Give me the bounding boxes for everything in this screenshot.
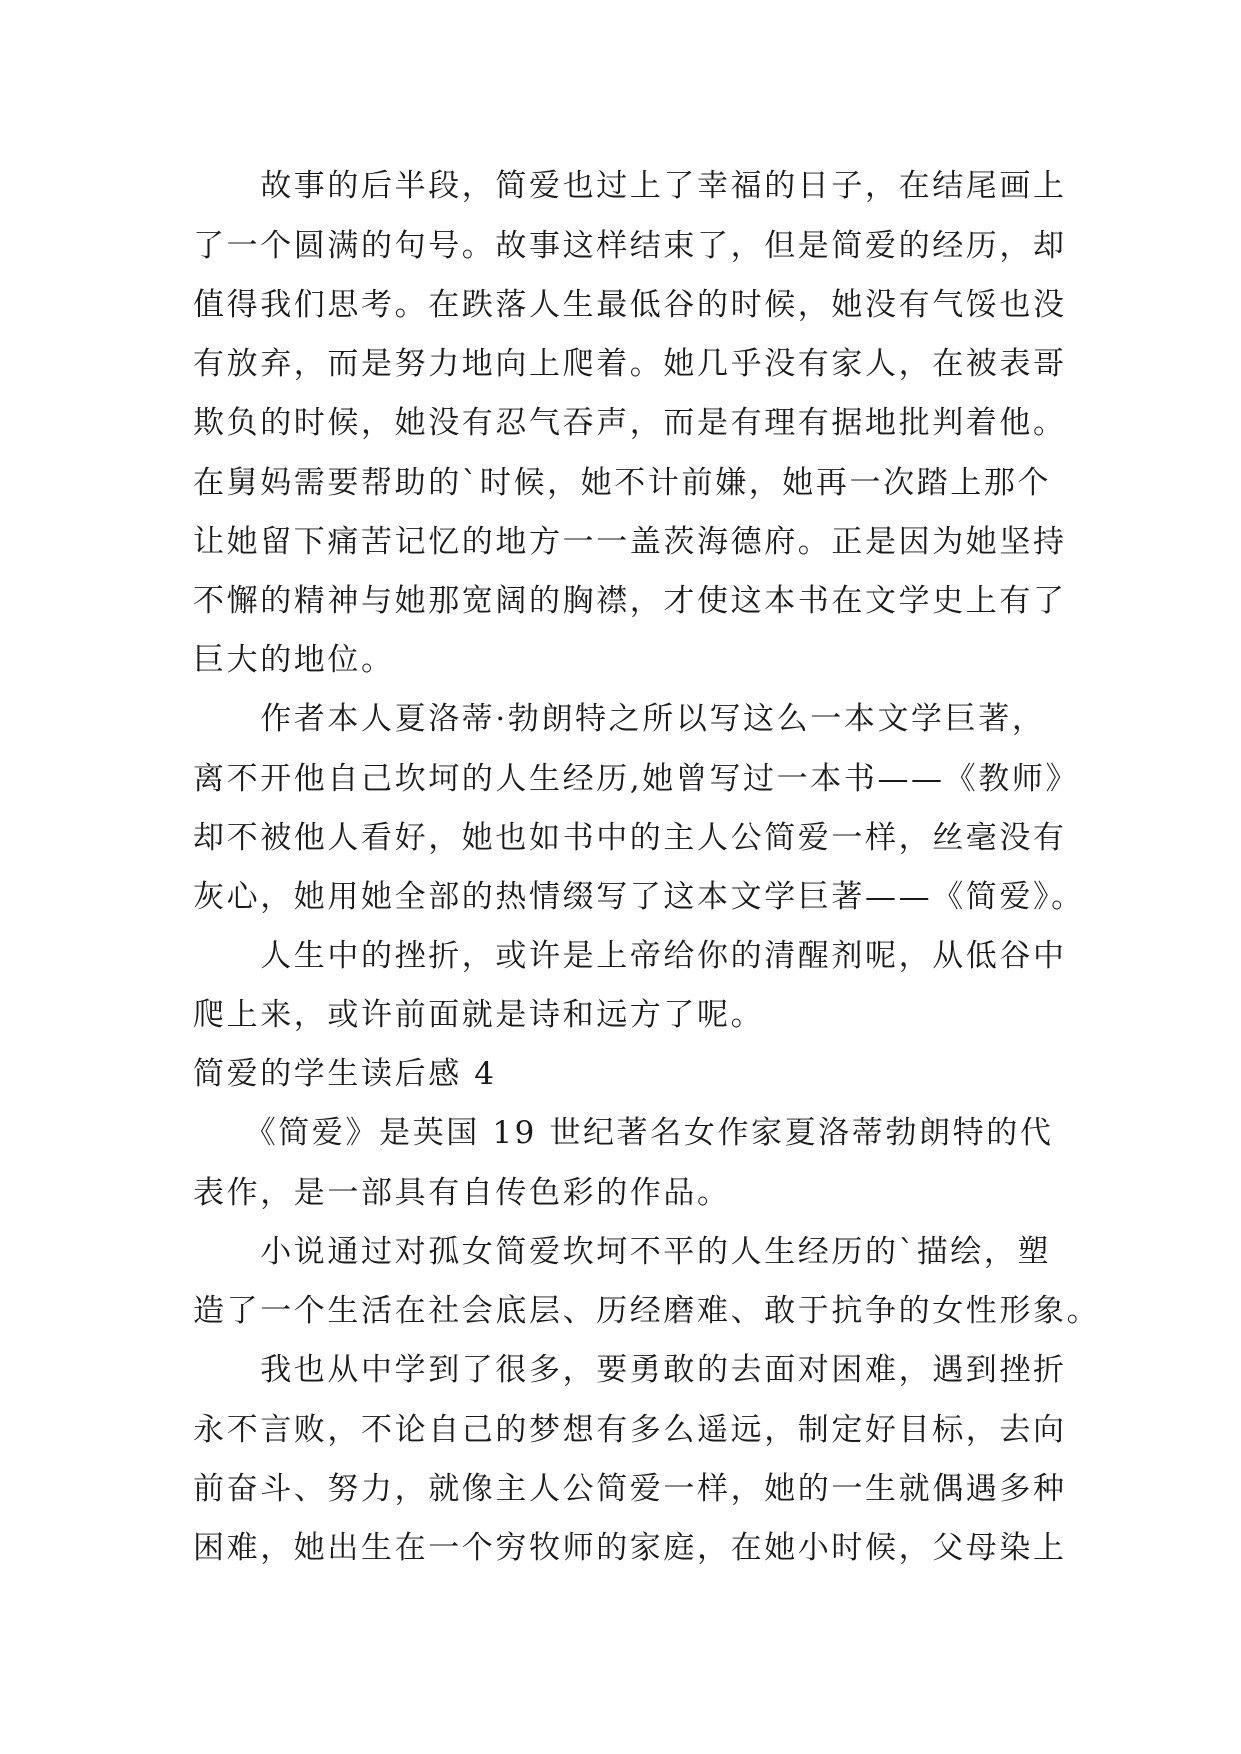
text-line: 让她留下痛苦记忆的地方一一盖茨海德府。正是因为她坚持 [193,524,1067,560]
text-line: 灰心，她用她全部的热情缀写了这本文学巨著——《简爱》。 [193,879,1085,915]
text-line: 在舅妈需要帮助的`时候，她不计前嫌，她再一次踏上那个 [193,465,1052,501]
text-line: 小说通过对孤女简爱坎坷不平的人生经历的`描绘，塑 [193,1234,1052,1270]
text-line: 欺负的时候，她没有忍气吞声，而是有理有据地批判着他。 [193,405,1067,441]
text-line: 却不被他人看好，她也如书中的主人公简爱一样，丝毫没有 [193,820,1067,856]
text-line: 人生中的挫折，或许是上帝给你的清醒剂呢，从低谷中 [193,938,1067,974]
text-line: 前奋斗、努力，就像主人公简爱一样，她的一生就偶遇多种 [193,1471,1067,1507]
text-line: 巨大的地位。 [193,642,395,678]
text-line: 《简爱》是英国 19 世纪著名女作家夏洛蒂勃朗特的代 [193,1115,1054,1151]
text-line: 永不言败，不论自己的梦想有多么遥远，制定好目标，去向 [193,1412,1067,1448]
text-line: 离不开他自己坎坷的人生经历,她曾写过一本书——《教师》 [193,761,1080,797]
text-line: 了一个圆满的句号。故事这样结束了，但是简爱的经历，却 [193,228,1067,264]
text-line: 困难，她出生在一个穷牧师的家庭，在她小时候，父母染上 [193,1530,1067,1566]
text-line: 我也从中学到了很多，要勇敢的去面对困难，遇到挫折 [193,1352,1067,1388]
text-line: 不懈的精神与她那宽阔的胸襟，才使这本书在文学史上有了 [193,583,1067,619]
text-line: 爬上来，或许前面就是诗和远方了呢。 [193,997,765,1033]
section-heading: 简爱的学生读后感 4 [193,1056,497,1092]
text-line: 表作，是一部具有自传色彩的作品。 [193,1175,731,1211]
text-line: 有放弃，而是努力地向上爬着。她几乎没有家人，在被表哥 [193,346,1067,382]
text-line: 造了一个生活在社会底层、历经磨难、敢于抗争的女性形象。 [193,1293,1101,1329]
text-line: 作者本人夏洛蒂·勃朗特之所以写这么一本文学巨著， [193,701,1046,737]
text-line: 故事的后半段，简爱也过上了幸福的日子，在结尾画上 [193,168,1067,204]
text-line: 值得我们思考。在跌落人生最低谷的时候，她没有气馁也没 [193,287,1067,323]
